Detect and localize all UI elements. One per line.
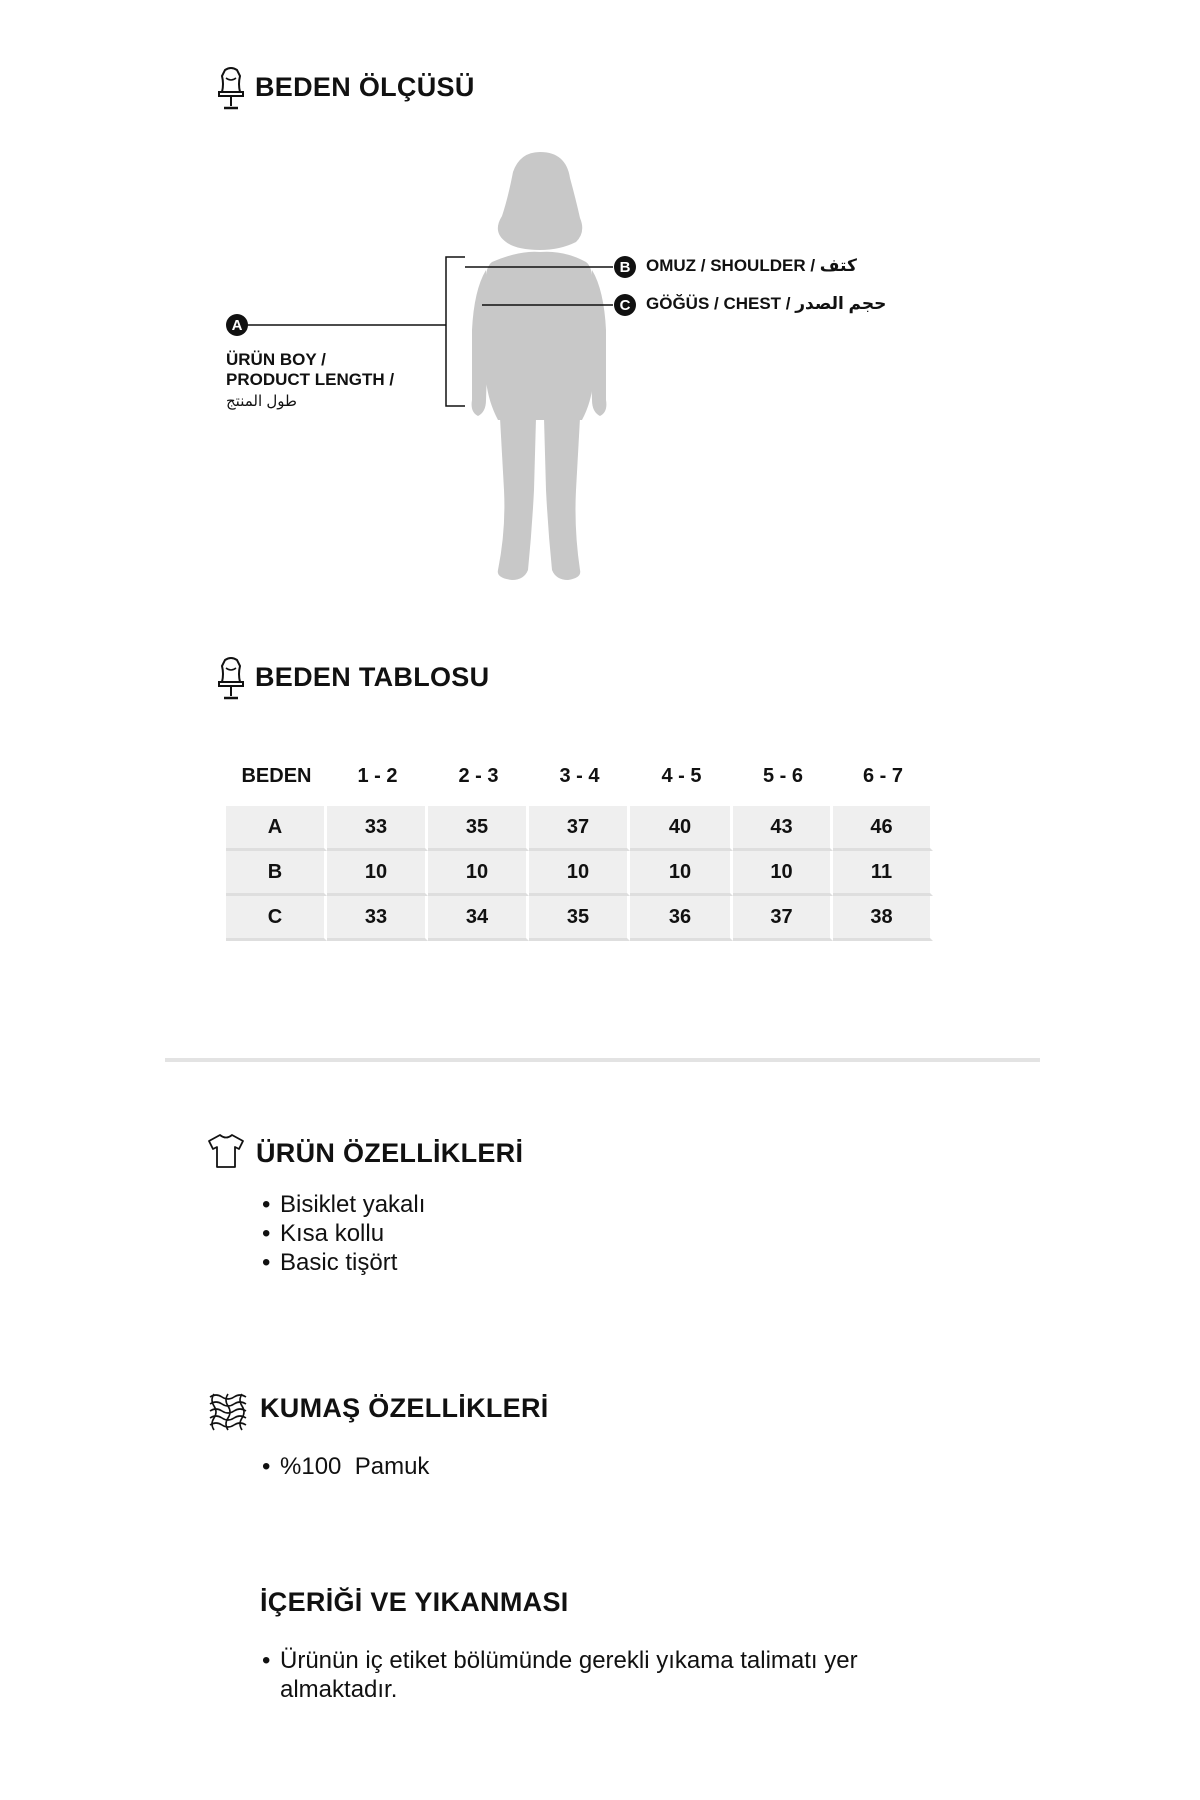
table-row [226,851,933,896]
size-table [226,750,933,941]
mannequin-icon [216,656,246,702]
section-divider [165,1058,1040,1062]
table-cell: 35 [428,806,529,851]
table-cell: 10 [733,851,833,896]
table-row [226,806,933,851]
child-silhouette [472,152,607,580]
care-title: İÇERİĞİ VE YIKANMASI [260,1587,569,1617]
table-cell: 46 [833,806,933,851]
table-cell: 36 [630,896,733,941]
table-cell: A [226,806,327,851]
table-cell: 10 [630,851,733,896]
table-header-row [226,750,933,802]
table-cell: 34 [428,896,529,941]
table-cell: 33 [327,896,428,941]
table-cell: 35 [529,896,630,941]
table-header-cell: 4 - 5 [661,764,702,787]
list-item: • Bisiklet yakalı [262,1190,425,1219]
table-header-cell: 1 - 2 [357,764,398,787]
list-item: • Basic tişört [262,1248,425,1277]
tshirt-icon [207,1132,245,1170]
list-item: • Ürünün iç etiket bölümünde gerekli yıkama talimatı yer almaktadır. [262,1646,962,1704]
table-header-cell: 2 - 3 [458,764,499,787]
table-header-cell: 6 - 7 [862,764,904,787]
table-cell: 37 [529,806,630,851]
table-cell: 10 [529,851,630,896]
table-cell: 37 [733,896,833,941]
table-header-cell: 3 - 4 [559,764,600,787]
length-label-line3: طول المنتج [226,393,297,410]
list-item: • %100 Pamuk [262,1452,429,1481]
table-cell: 38 [833,896,933,941]
table-cell: 11 [833,851,933,896]
length-label-line1: ÜRÜN BOY / [226,350,326,369]
table-cell: 10 [327,851,428,896]
list-item: • Kısa kollu [262,1219,425,1248]
badge-a: A [226,314,248,336]
size-guide-title: BEDEN ÖLÇÜSÜ [255,72,475,102]
table-header-cell: BEDEN [241,764,312,787]
size-table-title: BEDEN TABLOSU [255,662,490,692]
table-cell: C [226,896,327,941]
fabric-features-list [262,1452,429,1481]
badge-c: C [614,294,636,316]
table-cell: 33 [327,806,428,851]
table-cell: 40 [630,806,733,851]
fabric-icon [208,1392,248,1432]
care-list [262,1646,962,1704]
table-cell: 43 [733,806,833,851]
mannequin-icon [216,66,246,112]
table-header-cell: 5 - 6 [762,764,804,787]
table-cell: 10 [428,851,529,896]
table-cell: B [226,851,327,896]
fabric-features-title: KUMAŞ ÖZELLİKLERİ [260,1393,549,1423]
shoulder-label: OMUZ / SHOULDER / كتف [646,256,857,275]
chest-label: GÖĞÜS / CHEST / حجم الصدر [646,294,887,313]
product-features-list [262,1190,425,1277]
product-features-title: ÜRÜN ÖZELLİKLERİ [256,1138,524,1168]
length-label-line2: PRODUCT LENGTH / [226,370,395,389]
badge-b: B [614,256,636,278]
table-row [226,896,933,941]
